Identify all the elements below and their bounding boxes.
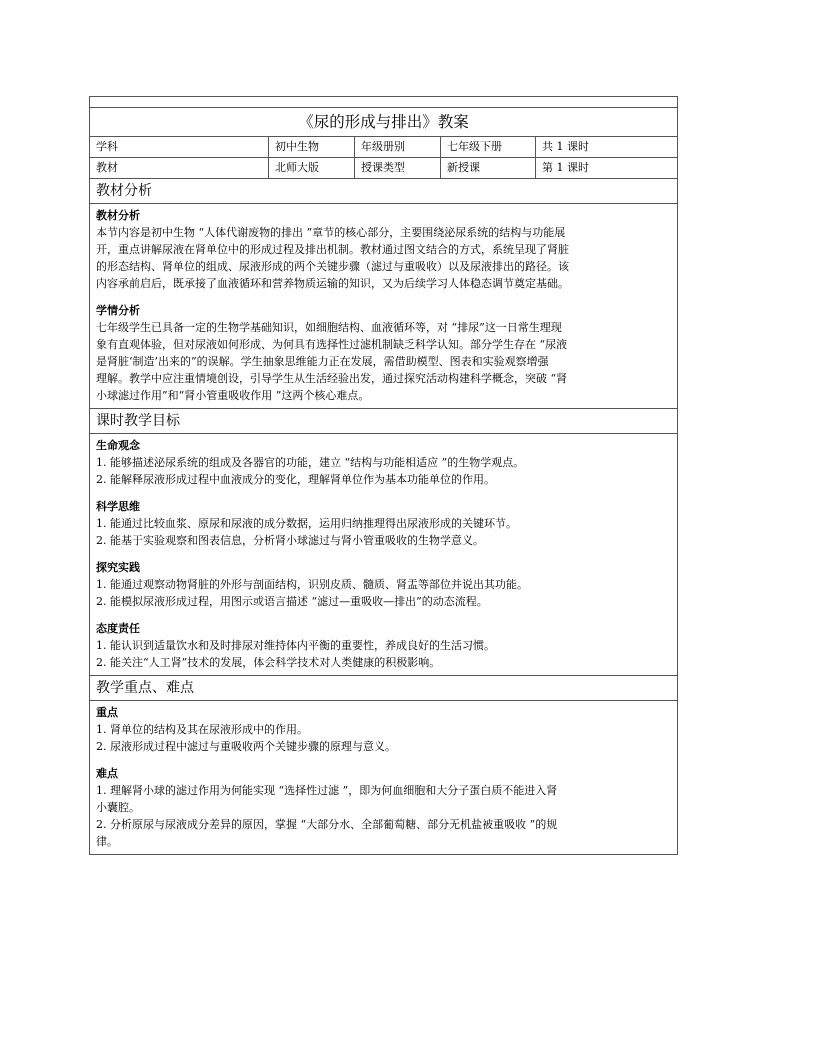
subheading: 探究实践 (96, 561, 140, 574)
list-item: 2. 尿液形成过程中滤过与重吸收两个关键步骤的原理与意义。 (96, 740, 396, 753)
list-item: 1. 能够描述泌尿系统的组成及各器官的功能，建立 “结构与功能相适应 ”的生物学观点。 (96, 456, 525, 469)
subheading: 科学思维 (96, 500, 140, 513)
list-item: 2. 能解释尿液形成过程中血液成分的变化，理解肾单位作为基本功能单位的作用。 (96, 473, 495, 486)
list-item: 1. 能通过观察动物肾脏的外形与剖面结构，识别皮质、髓质、肾盂等部位并说出其功能。 (96, 578, 528, 591)
text-line: 小球滤过作用”和“肾小管重吸收作用 ”这两个核心难点。 (96, 389, 370, 402)
text-line: 是肾脏‘制造’出来的”的误解。学生抽象思维能力正在发展，需借助模型、图表和实验观察增强 (96, 355, 549, 368)
info-cell: 北师大版 (269, 158, 355, 178)
subheading: 教材分析 (96, 209, 140, 222)
paragraph (96, 224, 671, 292)
text-line: 小囊腔。 (96, 801, 140, 814)
paragraph (96, 319, 671, 404)
subheading: 生命观念 (96, 439, 140, 452)
info-cell: 教材 (90, 158, 269, 178)
list-item: 1. 能认识到适量饮水和及时排尿对维持体内平衡的重要性，养成良好的生活习惯。 (96, 639, 495, 652)
text-line: 内容承前启后，既承接了血液循环和营养物质运输的知识，又为后续学习人体稳态调节奠定基础。 (96, 277, 569, 290)
text-line: 七年级学生已具备一定的生物学基础知识，如细胞结构、血液循环等，对 “排尿”这一日常生理现 (96, 321, 562, 334)
text-line: 本节内容是初中生物 “人体代谢废物的排出 ”章节的核心部分，主要围绕泌尿系统的结构与功能展 (96, 226, 566, 239)
text-line: 律。 (96, 835, 118, 848)
list-item: 2. 能基于实验观察和图表信息，分析肾小球滤过与肾小管重吸收的生物学意义。 (96, 534, 484, 547)
info-cell: 七年级下册 (441, 137, 536, 157)
info-row-2 (90, 158, 677, 179)
list-item: 2. 能关注“人工肾”技术的发展，体会科学技术对人类健康的积极影响。 (96, 656, 441, 669)
subheading: 难点 (96, 767, 118, 780)
subheading: 学情分析 (96, 304, 140, 317)
info-cell: 新授课 (441, 158, 536, 178)
top-band (90, 97, 677, 108)
list-item: 1. 能通过比较血浆、原尿和尿液的成分数据，运用归纳推理得出尿液形成的关键环节。 (96, 517, 517, 530)
info-cell: 第 1 课时 (542, 161, 589, 174)
text-line: 象有直观体验，但对尿液如何形成、为何具有选择性过滤机制缺乏科学认知。部分学生存在 “尿液 (96, 338, 568, 351)
section-body-keypoints (90, 701, 677, 854)
info-row-1 (90, 137, 677, 158)
section-body-objectives (90, 434, 677, 676)
subheading: 态度责任 (96, 622, 140, 635)
text-line: 开，重点讲解尿液在肾单位中的形成过程及排出机制。教材通过图文结合的方式，系统呈现了肾脏 (96, 243, 569, 256)
list-item: 1. 肾单位的结构及其在尿液形成中的作用。 (96, 723, 308, 736)
section-body-analysis (90, 204, 677, 409)
info-cell: 共 1 课时 (542, 140, 589, 153)
info-cell: 授课类型 (355, 158, 441, 178)
text-line: 2. 分析原尿与尿液成分差异的原因，掌握 “大部分水、全部葡萄糖、部分无机盐被重吸收 ”的规 (96, 818, 558, 831)
section-heading-keypoints: 教学重点、难点 (90, 676, 677, 701)
info-cell: 初中生物 (269, 137, 355, 157)
text-line: 理解。教学中应注重情境创设，引导学生从生活经验出发，通过探究活动构建科学概念，突破 “肾 (96, 372, 568, 385)
info-cell: 学科 (90, 137, 269, 157)
section-heading-analysis: 教材分析 (90, 179, 677, 204)
text-line: 1. 理解肾小球的滤过作用为何能实现 “选择性过滤 ”，即为何血细胞和大分子蛋白质不能进入肾 (96, 784, 558, 797)
lesson-plan-document (89, 96, 678, 855)
section-heading-objectives: 课时教学目标 (90, 409, 677, 434)
subheading: 重点 (96, 706, 118, 719)
info-cell: 年级册别 (355, 137, 441, 157)
list-item: 2. 能模拟尿液形成过程，用图示或语言描述 “滤过—重吸收—排出”的动态流程。 (96, 595, 488, 608)
text-line: 的形态结构、肾单位的组成、尿液形成的两个关键步骤（滤过与重吸收）以及尿液排出的路径。该 (96, 260, 569, 273)
document-title: 《尿的形成与排出》教案 (90, 108, 677, 137)
